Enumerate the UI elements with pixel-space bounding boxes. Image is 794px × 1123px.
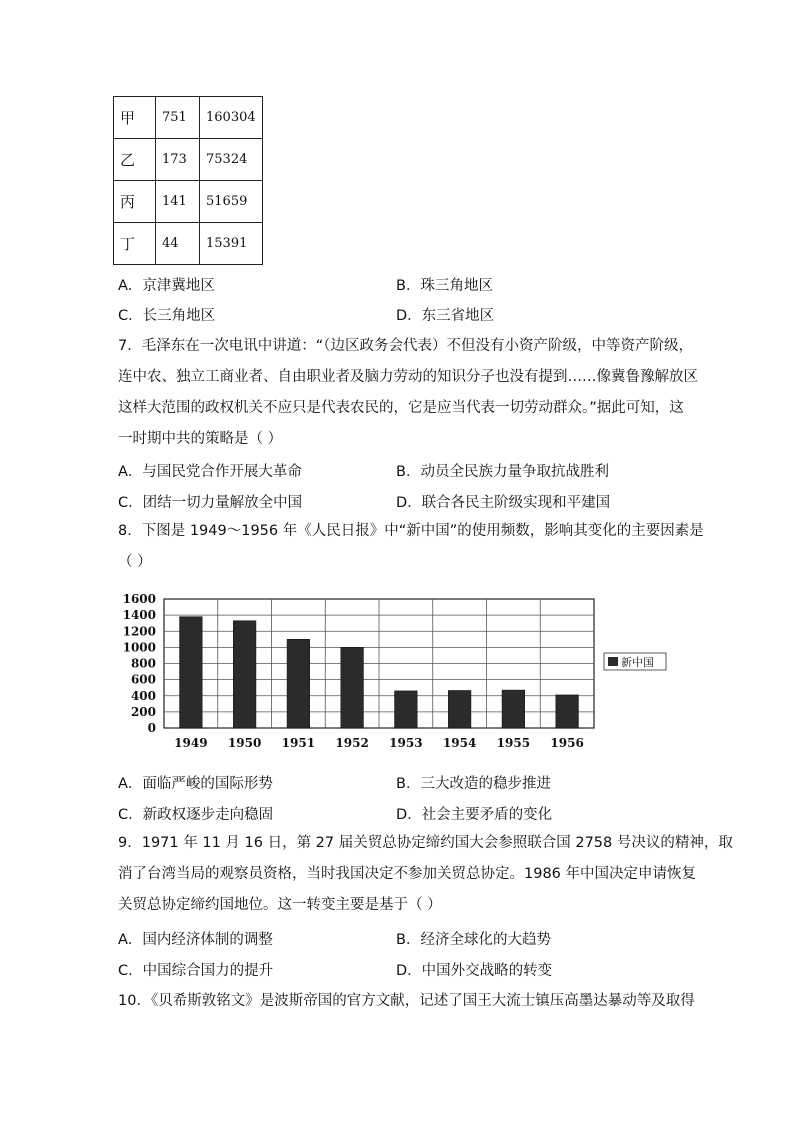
q7-line: 这样大范围的政权机关不应只是代表农民的，它是应当代表一切劳动群众。”据此可知，这	[118, 400, 684, 416]
row-label: 丙	[114, 181, 156, 223]
q9-option-d: D．中国外交战略的转变	[396, 963, 553, 979]
q9-option-a: A．国内经济体制的调整	[118, 932, 273, 948]
row-value-2: 51659	[200, 181, 263, 223]
q7-option-b: B．动员全民族力量争取抗战胜利	[396, 464, 609, 480]
row-label: 丁	[114, 223, 156, 265]
row-label: 乙	[114, 139, 156, 181]
bar	[341, 647, 364, 728]
q7-stem	[118, 331, 698, 455]
y-tick-label: 0	[147, 721, 156, 735]
table-row	[114, 181, 263, 223]
bar	[556, 695, 579, 728]
bar-chart	[118, 590, 678, 755]
row-label: 甲	[114, 97, 156, 139]
y-tick-label: 800	[130, 656, 156, 671]
bar	[502, 690, 525, 728]
q6-option-b: B．珠三角地区	[396, 278, 493, 294]
table-row	[114, 139, 263, 181]
x-tick-label: 1949	[174, 736, 208, 750]
q8-line: 8．下图是 1949～1956 年《人民日报》中“新中国”的使用频数，影响其变化的主要因素是	[118, 523, 704, 539]
x-tick-label: 1954	[442, 736, 477, 750]
bar	[395, 691, 418, 728]
q7-option-c: C．团结一切力量解放全中国	[118, 495, 303, 511]
data-table	[113, 96, 263, 265]
q8-option-b: B．三大改造的稳步推进	[396, 776, 551, 792]
q6-option-a: A．京津冀地区	[118, 278, 215, 294]
q8-option-d: D．社会主要矛盾的变化	[396, 807, 553, 823]
row-value-1: 173	[156, 139, 200, 181]
x-tick-label: 1951	[281, 736, 316, 750]
row-value-1: 751	[156, 97, 200, 139]
table-row	[114, 97, 263, 139]
bar	[180, 617, 203, 728]
y-tick-label: 1000	[122, 640, 156, 655]
q8-stem	[118, 516, 704, 578]
bar	[448, 691, 471, 728]
q9-line: 消了台湾当局的观察员资格，当时我国决定不参加关贸总协定。1986 年中国决定申请恢复	[118, 866, 697, 882]
y-tick-label: 1600	[122, 592, 156, 606]
y-tick-label: 1400	[122, 608, 156, 623]
q7-line: 一时期中共的策略是（ ）	[118, 431, 283, 447]
x-tick-label: 1953	[389, 736, 423, 750]
q9-line: 9．1971 年 11 月 16 日，第 27 届关贸总协定缔约国大会参照联合国 2758 号决议的精神，取	[118, 835, 733, 851]
q7-option-d: D．联合各民主阶级实现和平建国	[396, 495, 611, 511]
q9-stem	[118, 828, 733, 921]
row-value-1: 44	[156, 223, 200, 265]
row-value-2: 75324	[200, 139, 263, 181]
table-row	[114, 223, 263, 265]
y-tick-label: 200	[130, 704, 156, 719]
q6-option-c: C．长三角地区	[118, 308, 216, 324]
q10-stem	[118, 986, 695, 1017]
q9-line: 关贸总协定缔约国地位。这一转变主要是基于（ ）	[118, 897, 442, 913]
y-tick-label: 600	[130, 672, 156, 687]
bar	[233, 621, 256, 728]
q8-option-a: A．面临严峻的国际形势	[118, 776, 273, 792]
q9-option-b: B．经济全球化的大趋势	[396, 932, 551, 948]
q7-option-a: A．与国民党合作开展大革命	[118, 464, 302, 480]
row-value-2: 160304	[200, 97, 263, 139]
x-tick-label: 1955	[496, 736, 531, 750]
row-value-2: 15391	[200, 223, 263, 265]
legend-label: 新中国	[621, 656, 654, 669]
y-tick-label: 1200	[122, 624, 156, 639]
bar	[287, 639, 310, 728]
q10-line: 10．《贝希斯敦铭文》是波斯帝国的官方文献，记述了国王大流士镇压高墨达暴动等及取得	[118, 993, 695, 1009]
legend-swatch	[608, 657, 618, 666]
q6-option-d: D．东三省地区	[396, 308, 495, 324]
q8-option-c: C．新政权逐步走向稳固	[118, 807, 274, 823]
q7-line: 连中农、独立工商业者、自由职业者及脑力劳动的知识分子也没有提到……像冀鲁豫解放区	[118, 369, 698, 385]
q7-line: 7．毛泽东在一次电讯中讲道：“（边区政务会代表）不但没有小资产阶级，中等资产阶级，	[118, 338, 693, 354]
q9-option-c: C．中国综合国力的提升	[118, 963, 274, 979]
row-value-1: 141	[156, 181, 200, 223]
x-tick-label: 1952	[335, 736, 369, 750]
q8-line: （ ）	[118, 554, 152, 570]
y-tick-label: 400	[130, 688, 156, 703]
x-tick-label: 1956	[550, 736, 584, 750]
x-tick-label: 1950	[227, 736, 262, 750]
